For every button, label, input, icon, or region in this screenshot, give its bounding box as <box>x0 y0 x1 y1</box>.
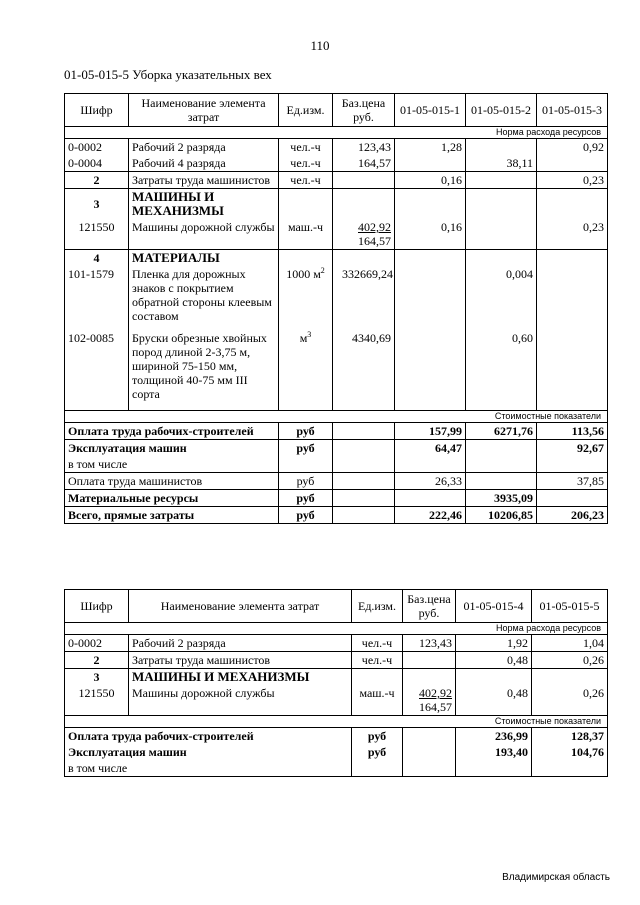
cell-unit: маш.-ч <box>352 685 403 716</box>
unit-text: 1000 м <box>286 267 321 281</box>
cell-code: 101-1579 <box>65 266 129 330</box>
cell-value: 1,04 <box>532 635 608 652</box>
cell-name: Затраты труда машинистов <box>129 652 352 669</box>
cell-value: 38,11 <box>466 155 537 172</box>
cell-code: 121550 <box>65 685 129 716</box>
cell-name: Рабочий 4 разряда <box>129 155 279 172</box>
table-row <box>65 652 608 669</box>
cell-value <box>537 155 608 172</box>
cost-name: в том числе <box>65 456 279 473</box>
cell-value: 1,92 <box>456 635 532 652</box>
cell-value: 0,16 <box>395 172 466 189</box>
subheader-norm <box>65 623 608 635</box>
header-price: Баз.цена руб. <box>403 590 456 623</box>
table-row <box>65 669 608 686</box>
cost-name: Эксплуатация машин <box>65 439 279 456</box>
cost-row <box>65 456 608 473</box>
cell-code: 0-0004 <box>65 155 129 172</box>
price-main: 402,92 <box>419 686 452 700</box>
cost-value <box>466 439 537 456</box>
table-row <box>65 266 608 330</box>
cell-code: 3 <box>65 669 129 686</box>
cost-unit: руб <box>279 422 333 439</box>
cell-value: 1,28 <box>395 139 466 156</box>
header-col-1: 01-05-015-1 <box>395 94 466 127</box>
header-unit: Ед.изм. <box>279 94 333 127</box>
cost-value: 10206,85 <box>466 506 537 523</box>
cost-value: 92,67 <box>537 439 608 456</box>
cell-value <box>537 330 608 410</box>
cost-row <box>65 422 608 439</box>
cell-name: Пленка для дорожных знаков с покрытием обратной стороны клеевым составом <box>129 266 279 330</box>
cost-value: 26,33 <box>395 472 466 489</box>
table-row <box>65 172 608 189</box>
header-name: Наименование элемента затрат <box>129 590 352 623</box>
header-col-3: 01-05-015-3 <box>537 94 608 127</box>
cell-unit <box>279 266 333 330</box>
cell-value: 0,16 <box>395 219 466 250</box>
cell-code: 4 <box>65 250 129 267</box>
cell-value <box>395 155 466 172</box>
cost-value: 104,76 <box>532 744 608 760</box>
cell-price: 123,43 <box>333 139 395 156</box>
cost-value <box>466 472 537 489</box>
cost-unit: руб <box>352 728 403 745</box>
cell-value <box>395 330 466 410</box>
norm-label: Норма расхода ресурсов <box>65 127 608 139</box>
table-row <box>65 155 608 172</box>
cell-value: 0,004 <box>466 266 537 330</box>
cost-value: 128,37 <box>532 728 608 745</box>
table-row <box>65 189 608 220</box>
cost-value: 37,85 <box>537 472 608 489</box>
table-row <box>65 139 608 156</box>
cell-name: Рабочий 2 разряда <box>129 139 279 156</box>
cell-price <box>403 652 456 669</box>
cell-value: 0,26 <box>532 652 608 669</box>
cost-row <box>65 489 608 506</box>
cell-unit: чел.-ч <box>352 652 403 669</box>
cost-value: 6271,76 <box>466 422 537 439</box>
cost-name: Оплата труда рабочих-строителей <box>65 422 279 439</box>
unit-superscript: 2 <box>320 266 325 275</box>
cell-unit: чел.-ч <box>279 139 333 156</box>
cost-row <box>65 506 608 523</box>
cost-value: 113,56 <box>537 422 608 439</box>
cost-unit: руб <box>279 439 333 456</box>
cell-price <box>333 219 395 250</box>
header-code: Шифр <box>65 590 129 623</box>
norm-label: Норма расхода ресурсов <box>65 623 608 635</box>
cost-name: Оплата труда рабочих-строителей <box>65 728 352 745</box>
cell-unit <box>279 330 333 410</box>
cell-unit: маш.-ч <box>279 219 333 250</box>
price-secondary: 164,57 <box>419 700 452 714</box>
page-number: 110 <box>310 38 330 53</box>
cell-name: МАШИНЫ И МЕХАНИЗМЫ <box>129 189 279 220</box>
header-name: Наименование элемента затрат <box>129 94 279 127</box>
cell-unit: чел.-ч <box>279 172 333 189</box>
section-title: 01-05-015-5 Уборка указательных вех <box>64 67 272 82</box>
cost-label: Стоимостные показатели <box>65 410 608 422</box>
cell-value <box>395 266 466 330</box>
resource-table-1 <box>64 93 608 524</box>
cell-unit: чел.-ч <box>352 635 403 652</box>
price-secondary: 164,57 <box>358 234 391 248</box>
cell-code: 2 <box>65 652 129 669</box>
cell-price: 4340,69 <box>333 330 395 410</box>
header-code: Шифр <box>65 94 129 127</box>
footer-region: Владимирская область <box>502 872 610 883</box>
cell-price <box>403 685 456 716</box>
cost-name: Оплата труда машинистов <box>65 472 279 489</box>
table-header <box>65 94 608 127</box>
cell-value <box>537 266 608 330</box>
cell-name: Машины дорожной службы <box>129 685 352 716</box>
subheader-cost <box>65 410 608 422</box>
table-row <box>65 250 608 267</box>
cell-code: 121550 <box>65 219 129 250</box>
cell-value <box>466 172 537 189</box>
header-col-4: 01-05-015-4 <box>456 590 532 623</box>
cost-unit: руб <box>279 489 333 506</box>
cost-value: 222,46 <box>395 506 466 523</box>
cost-unit: руб <box>352 744 403 760</box>
table-row <box>65 635 608 652</box>
cell-price: 123,43 <box>403 635 456 652</box>
cost-row <box>65 760 608 777</box>
cell-name: Затраты труда машинистов <box>129 172 279 189</box>
cell-value: 0,23 <box>537 219 608 250</box>
price-main: 402,92 <box>358 220 391 234</box>
cost-label: Стоимостные показатели <box>65 716 608 728</box>
cell-price: 332669,24 <box>333 266 395 330</box>
cell-value: 0,48 <box>456 652 532 669</box>
cost-name: Материальные ресурсы <box>65 489 279 506</box>
cell-code: 0-0002 <box>65 635 129 652</box>
cost-row <box>65 439 608 456</box>
cell-value: 0,92 <box>537 139 608 156</box>
unit-superscript: 3 <box>307 330 312 339</box>
table-row <box>65 330 608 410</box>
cell-unit: чел.-ч <box>279 155 333 172</box>
subheader-norm <box>65 127 608 139</box>
cost-value <box>537 489 608 506</box>
cell-value: 0,60 <box>466 330 537 410</box>
cell-price <box>333 172 395 189</box>
cost-unit: руб <box>279 506 333 523</box>
cost-unit: руб <box>279 472 333 489</box>
cell-name: Рабочий 2 разряда <box>129 635 352 652</box>
cell-name: Бруски обрезные хвойных пород длиной 2-3,75 м, шириной 75-150 мм, толщиной 40-75 мм III сорта <box>129 330 279 410</box>
cell-value <box>466 219 537 250</box>
cell-value <box>466 139 537 156</box>
cell-code: 2 <box>65 172 129 189</box>
cost-value: 3935,09 <box>466 489 537 506</box>
cost-value: 193,40 <box>456 744 532 760</box>
subheader-cost <box>65 716 608 728</box>
cost-name: Эксплуатация машин <box>65 744 352 760</box>
cost-value <box>395 489 466 506</box>
cost-value: 206,23 <box>537 506 608 523</box>
cell-value: 0,26 <box>532 685 608 716</box>
cell-code: 0-0002 <box>65 139 129 156</box>
cell-name: МАШИНЫ И МЕХАНИЗМЫ <box>129 669 352 686</box>
cell-code: 3 <box>65 189 129 220</box>
header-col-2: 01-05-015-2 <box>466 94 537 127</box>
table-row <box>65 219 608 250</box>
cell-name: Машины дорожной службы <box>129 219 279 250</box>
cell-code: 102-0085 <box>65 330 129 410</box>
cell-name: МАТЕРИАЛЫ <box>129 250 279 267</box>
cell-value: 0,48 <box>456 685 532 716</box>
unit-text: м <box>299 331 308 345</box>
table-row <box>65 685 608 716</box>
cost-value: 157,99 <box>395 422 466 439</box>
cost-value: 236,99 <box>456 728 532 745</box>
cost-name: Всего, прямые затраты <box>65 506 279 523</box>
cell-value: 0,23 <box>537 172 608 189</box>
cost-row <box>65 728 608 745</box>
header-unit: Ед.изм. <box>352 590 403 623</box>
cost-row <box>65 472 608 489</box>
table-header <box>65 590 608 623</box>
cost-row <box>65 744 608 760</box>
cell-price: 164,57 <box>333 155 395 172</box>
cost-value: 64,47 <box>395 439 466 456</box>
header-col-5: 01-05-015-5 <box>532 590 608 623</box>
header-price: Баз.цена руб. <box>333 94 395 127</box>
resource-table-2 <box>64 589 608 777</box>
cost-name: в том числе <box>65 760 352 777</box>
